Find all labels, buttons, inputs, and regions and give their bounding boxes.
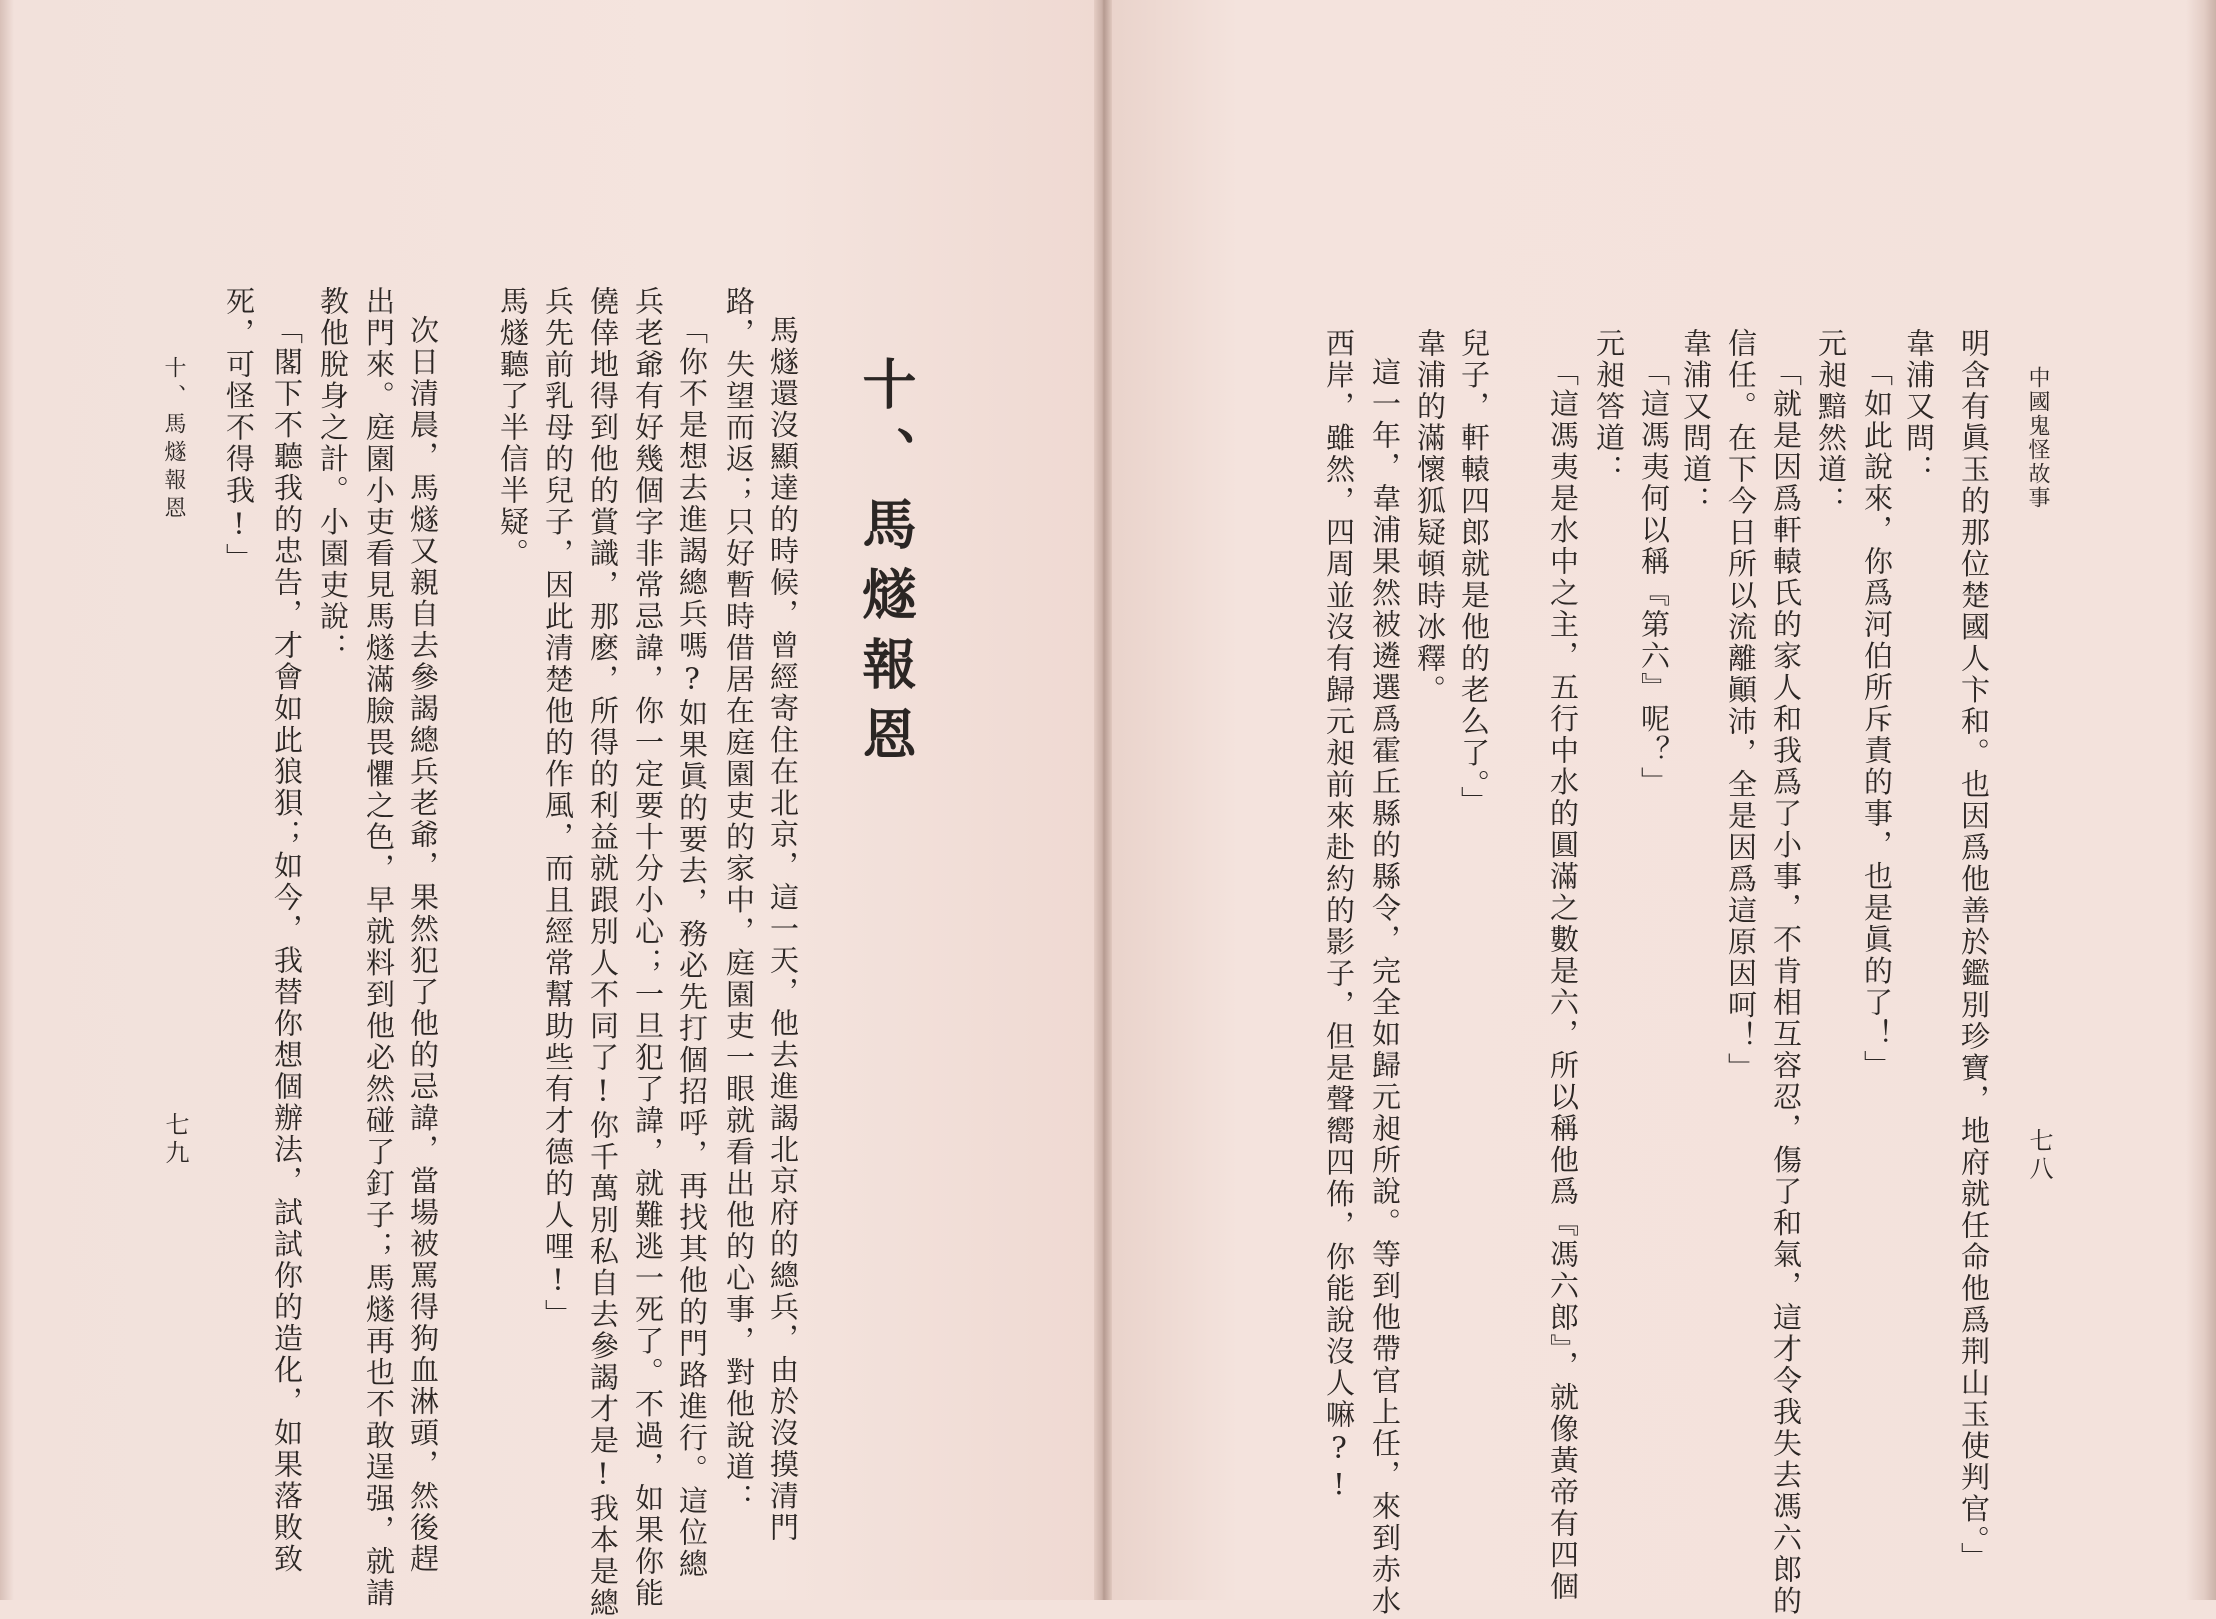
text-column: 「這馮夷何以稱『第六』呢？」	[1637, 357, 1671, 798]
text-column: 次日清晨，馬燧又親自去參謁總兵老爺，果然犯了他的忌諱，當場被罵得狗血淋頭，然後趕	[406, 315, 440, 1575]
text-column: 明含有眞玉的那位楚國人卞和。也因爲他善於鑑別珍寶，地府就任命他爲荆山玉使判官。」	[1957, 328, 1991, 1574]
text-column: 死，可怪不得我!」	[222, 286, 256, 575]
text-column: 「閣下不聽我的忠告，才會如此狼狽；如今，我替你想個辦法，試試你的造化，如果落敗致	[270, 315, 304, 1575]
text-column: 這一年，韋浦果然被遴選爲霍丘縣的縣令，完全如歸元昶所說。等到他帶官上任，來到赤水	[1368, 357, 1402, 1617]
text-column: 韋浦的滿懷狐疑頓時冰釋。	[1413, 328, 1447, 706]
running-footer-title: 十、馬燧報恩	[161, 356, 186, 524]
text-column: 僥倖地得到他的賞識，那麽，所得的利益就跟別人不同了!你千萬別私自去參謁才是!我本是總	[586, 286, 620, 1619]
text-column: 「這馮夷是水中之主，五行中水的圓滿之數是六，所以稱他爲『馮六郎』，就像黃帝有四個	[1546, 357, 1580, 1603]
text-column: 兒子，軒轅四郎就是他的老么了。」	[1457, 328, 1491, 818]
text-column: 路，失望而返；只好暫時借居在庭園吏的家中，庭園吏一眼就看出他的心事，對他說道：	[722, 286, 756, 1515]
right-page	[1104, 0, 2216, 1600]
text-column: 馬燧聽了半信半疑。	[496, 286, 530, 570]
text-column: 元昶黯然道：	[1814, 328, 1848, 517]
text-column: 「你不是想去進謁總兵嗎?如果眞的要去，務必先打個招呼，再找其他的門路進行。這位總	[675, 315, 709, 1580]
text-column: 馬燧還沒顯達的時候，曾經寄住在北京，這一天，他去進謁北京府的總兵，由於沒摸清門	[766, 315, 800, 1544]
text-column: 信任。在下今日所以流離顚沛，全是因爲這原因呵！」	[1724, 328, 1758, 1084]
right-page-edge	[2186, 0, 2216, 1600]
text-column: 「就是因爲軒轅氏的家人和我爲了小事，不肯相互容忍，傷了和氣，這才令我失去馮六郎的	[1769, 357, 1803, 1617]
text-column: 「如此說來，你爲河伯所斥責的事，也是眞的了！」	[1860, 357, 1894, 1082]
text-column: 出門來。庭園小吏看見馬燧滿臉畏懼之色，早就料到他必然碰了釘子；馬燧再也不敢逞强，就請	[362, 286, 396, 1609]
book-gutter	[1094, 0, 1112, 1600]
running-header: 中國鬼怪故事	[2025, 366, 2050, 510]
text-column: 兵老爺有好幾個字非常忌諱，你一定要十分小心；一旦犯了諱，就難逃一死了。不過，如果你能	[631, 286, 665, 1609]
text-column: 韋浦又問：	[1902, 328, 1936, 486]
left-page-edge	[0, 0, 14, 1600]
page-number-left: 七九	[161, 1112, 189, 1168]
text-column: 兵先前乳母的兒子，因此清楚他的作風，而且經常幫助些有才德的人哩!」	[541, 286, 575, 1331]
page-number-right: 七八	[2025, 1128, 2053, 1184]
text-column: 教他脫身之計。小園吏說：	[316, 286, 350, 664]
text-column: 元昶答道：	[1592, 328, 1626, 486]
text-column: 西岸，雖然，四周並沒有歸元昶前來赴約的影子，但是聲嚮四佈，你能說沒人嘛?!	[1322, 328, 1356, 1504]
text-column: 韋浦又問道：	[1679, 328, 1713, 517]
chapter-title: 十、馬燧報恩	[854, 356, 918, 776]
